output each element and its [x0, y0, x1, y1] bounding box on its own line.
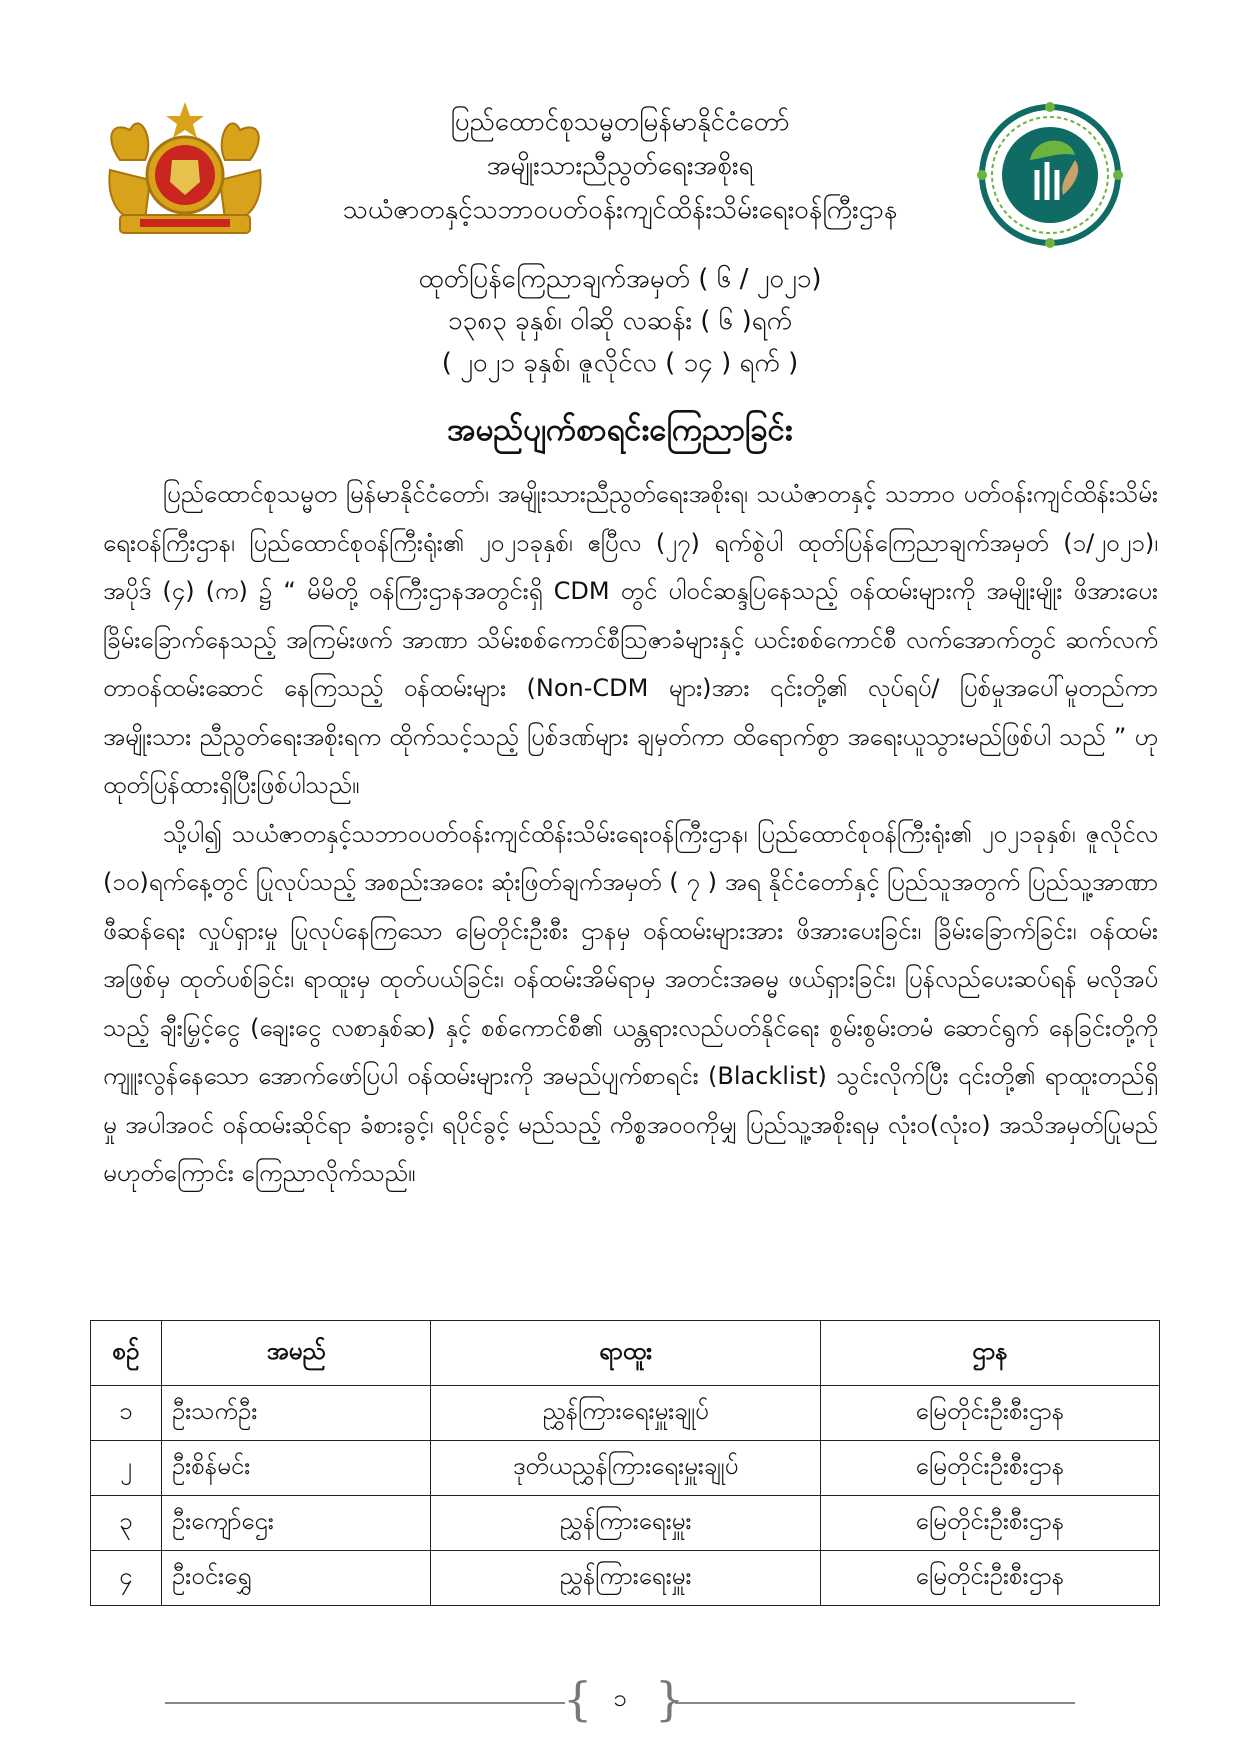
table-header-row: [91, 1321, 1160, 1386]
row-department: မြေတိုင်းဦးစီးဌာန: [820, 1386, 1159, 1441]
document-body: [103, 470, 1158, 1198]
blacklist-table: [90, 1320, 1160, 1606]
header-name: အမည်: [161, 1321, 431, 1386]
table-row: [91, 1496, 1160, 1551]
table-row: [91, 1551, 1160, 1606]
paragraph-2: သို့ပါ၍ သယံဇာတနှင့်သဘာဝပတ်ဝန်းကျင်ထိန်းသိမ်းရေးဝန်ကြီးဌာန၊ ပြည်ထောင်စုဝန်ကြီးရုံး၏ ၂၀၂၁ခုနှစ်၊ ဇူလိုင်လ (၁၀)ရက်နေ့တွင် ပြုလုပ်သည့် အစည်းအဝေး ဆုံးဖြတ်ချက်အမှတ် ( ၇ ) အရ နိုင်ငံတော်နှင့် ပြည်သူအတွက် ပြည်သူ့အာဏာဖီဆန်ရေး လှုပ်ရှားမှု ပြုလုပ်နေကြသော မြေတိုင်းဦးစီး ဌာနမှ ဝန်ထမ်းများအား ဖိအားပေးခြင်း၊ ခြိမ်းခြောက်ခြင်း၊ ဝန်ထမ်းအဖြစ်မှ ထုတ်ပစ်ခြင်း၊ ရာထူးမှ ထုတ်ပယ်ခြင်း၊ ဝန်ထမ်းအိမ်ရာမှ အတင်းအဓမ္မ ဖယ်ရှားခြင်း၊ ပြန်လည်ပေးဆပ်ရန် မလိုအပ်သည့် ချီးမြှင့်ငွေ (ချေးငွေ လစာနှစ်ဆ) နှင့် စစ်ကောင်စီ၏ ယန္တရားလည်ပတ်နိုင်ရေး စွမ်းစွမ်းတမံ ဆောင်ရွက် နေခြင်းတို့ကို ကျူးလွန်နေသော အောက်ဖော်ပြပါ ဝန်ထမ်းများကို အမည်ပျက်စာရင်း (Blacklist) သွင်းလိုက်ပြီး ၎င်းတို့၏ ရာထူးတည်ရှိမှု အပါအဝင် ဝန်ထမ်းဆိုင်ရာ ခံစားခွင့်၊ ရပိုင်ခွင့် မည်သည့် ကိစ္စအဝဝကိုမျှ ပြည်သူ့အစိုးရမှ လုံးဝ(လုံးဝ) အသိအမှတ်ပြုမည် မဟုတ်ကြောင်း ကြေညာလိုက်သည်။: [103, 819, 1158, 1187]
table-row: [91, 1386, 1160, 1441]
row-number: ၁: [91, 1386, 162, 1441]
state-emblem-icon: [100, 100, 270, 240]
header-number: စဉ်: [91, 1321, 162, 1386]
notice-info: [260, 258, 980, 384]
government-name: အမျိုးသားညီညွတ်ရေးအစိုးရ: [486, 151, 754, 181]
header-department: ဌာန: [820, 1321, 1159, 1386]
row-number: ၃: [91, 1496, 162, 1551]
row-rank: ဒုတိယညွှန်ကြားရေးမှူးချုပ်: [431, 1441, 820, 1496]
row-name: ဦးကျော်ဌေး: [161, 1496, 431, 1551]
left-brace-icon: {: [563, 1672, 593, 1726]
row-department: မြေတိုင်းဦးစီးဌာန: [820, 1441, 1159, 1496]
row-rank: ညွှန်ကြားရေးမှူး: [431, 1496, 820, 1551]
country-name: ပြည်ထောင်စုသမ္မတမြန်မာနိုင်ငံတော်: [450, 107, 790, 137]
footer-divider-left: [165, 1702, 565, 1704]
page-footer: [165, 1672, 1075, 1732]
table-row: [91, 1441, 1160, 1496]
row-rank: ညွှန်ကြားရေးမှူးချုပ်: [431, 1386, 820, 1441]
right-brace-icon: }: [655, 1672, 685, 1726]
row-rank: ညွှန်ကြားရေးမှူး: [431, 1551, 820, 1606]
footer-divider-right: [675, 1702, 1075, 1704]
paragraph-1: ပြည်ထောင်စုသမ္မတ မြန်မာနိုင်ငံတော်၊ အမျိုးသားညီညွတ်ရေးအစိုးရ၊ သယံဇာတနှင့် သဘာဝ ပတ်ဝန်းကျင်ထိန်းသိမ်းရေးဝန်ကြီးဌာန၊ ပြည်ထောင်စုဝန်ကြီးရုံး၏ ၂၀၂၁ခုနှစ်၊ ဧပြီလ (၂၇) ရက်စွဲပါ ထုတ်ပြန်ကြေညာချက်အမှတ် (၁/၂၀၂၁)၊ အပိုဒ် (၄) (က) ၌ “ မိမိတို့ ဝန်ကြီးဌာနအတွင်းရှိ CDM တွင် ပါဝင်ဆန္ဒပြနေသည့် ဝန်ထမ်းများကို အမျိုးမျိုး ဖိအားပေး ခြိမ်းခြောက်နေသည့် အကြမ်းဖက် အာဏာ သိမ်းစစ်ကောင်စီသြဇာခံများနှင့် ယင်းစစ်ကောင်စီ လက်အောက်တွင် ဆက်လက်တာဝန်ထမ်းဆောင် နေကြသည့် ဝန်ထမ်းများ (Non-CDM များ)အား ၎င်းတို့၏ လုပ်ရပ်/ ပြစ်မှုအပေါ်မူတည်ကာ အမျိုးသား ညီညွတ်ရေးအစိုးရက ထိုက်သင့်သည့် ပြစ်ဒဏ်များ ချမှတ်ကာ ထိရောက်စွာ အရေးယူသွားမည်ဖြစ်ပါ သည် ” ဟု ထုတ်ပြန်ထားရှိပြီးဖြစ်ပါသည်။: [103, 480, 1158, 799]
header-rank: ရာထူး: [431, 1321, 820, 1386]
row-number: ၂: [91, 1441, 162, 1496]
row-name: ဦးစိန်မင်း: [161, 1441, 431, 1496]
gregorian-date: ( ၂၀၂၁ ခုနှစ်၊ ဇူလိုင်လ ( ၁၄ ) ရက် ): [441, 348, 799, 378]
page-number: ၁: [613, 1684, 627, 1712]
row-name: ဦးသက်ဦး: [161, 1386, 431, 1441]
ministry-name: သယံဇာတနှင့်သဘာဝပတ်ဝန်းကျင်ထိန်းသိမ်းရေးဝန်ကြီးဌာန: [342, 195, 898, 225]
document-title: အမည်ပျက်စာရင်းကြေညာခြင်း: [447, 412, 793, 448]
notice-number: ထုတ်ပြန်ကြေညာချက်အမှတ် ( ၆ / ၂၀၂၁): [418, 264, 822, 294]
row-number: ၄: [91, 1551, 162, 1606]
row-department: မြေတိုင်းဦးစီးဌာန: [820, 1496, 1159, 1551]
row-name: ဦးဝင်းရွှေ: [161, 1551, 431, 1606]
ministry-logo-icon: [975, 100, 1125, 250]
myanmar-date: ၁၃၈၃ ခုနှစ်၊ ဝါဆို လဆန်း ( ၆ )ရက်: [447, 306, 793, 336]
header-block: [260, 100, 980, 232]
row-department: မြေတိုင်းဦးစီးဌာန: [820, 1551, 1159, 1606]
